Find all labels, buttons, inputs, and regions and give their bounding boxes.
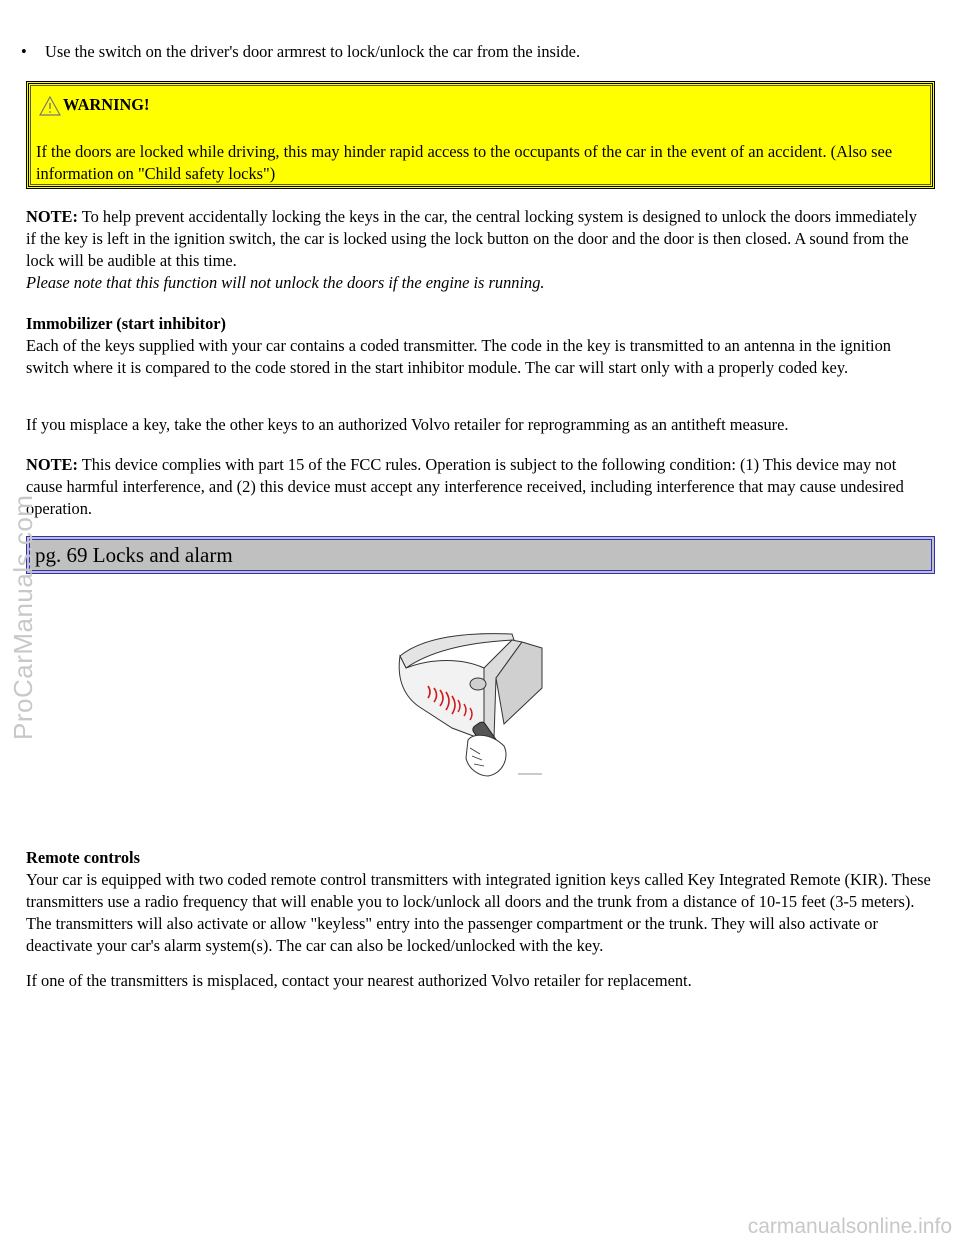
remote-controls-section [26,847,931,957]
warning-title: WARNING! [63,95,150,114]
warning-text: If the doors are locked while driving, this may hinder rapid access to the occupants of the car in the event of an accident. (Also see information on "Child safety locks") [36,142,893,183]
immobilizer-text: Each of the keys supplied with your car contains a coded transmitter. The code in the key is transmitted to an antenna in the ignition switch where it is compared to the code stored in the start inhibitor module. The car will start only with a properly coded key. [26,336,891,377]
immobilizer-heading: Immobilizer (start inhibitor) [26,314,227,333]
note-italic: Please note that this function will not unlock the doors if the engine is running. [26,273,545,292]
section-header-bar [26,536,935,574]
remote-key-car-illustration [392,628,560,780]
bottom-watermark: carmanualsonline.info [747,1215,952,1238]
warning-triangle-icon [39,96,61,116]
bullet-item [18,41,938,63]
note-label: NOTE: [26,455,78,474]
remote-misplaced-paragraph: If one of the transmitters is misplaced, contact your nearest authorized Volvo retailer for replacement. [26,971,692,990]
remote-text: Your car is equipped with two coded remote control transmitters with integrated ignition keys called Key Integrated Remote (KIR). These transmitters use a radio frequency that will enable you to lock/unlock all doors and the trunk from a distance of 10-15 feet (3-5 meters). The transmitters will also activate or allow "keyless" entry into the passenger compartment or the trunk. They will also activate or deactivate your car's alarm system(s). The car can also be locked/unlocked with the key. [26,870,931,955]
warning-box [26,81,935,189]
immobilizer-section [26,313,931,379]
bullet-text: Use the switch on the driver's door armrest to lock/unlock the car from the inside. [45,42,581,61]
side-watermark: ProCarManuals.com [8,494,38,740]
misplace-paragraph: If you misplace a key, take the other keys to an authorized Volvo retailer for reprogramming as an antitheft measure. [26,415,789,434]
section-title: pg. 69 Locks and alarm [35,543,233,567]
bullet-dot: • [21,42,27,61]
remote-heading: Remote controls [26,848,140,867]
note-central-locking [26,206,931,294]
note-fcc [26,454,931,520]
note-text: To help prevent accidentally locking the keys in the car, the central locking system is designed to unlock the doors immediately if the key is left in the ignition switch, the car is locked using the lock button on the door and the door is then closed. A sound from the lock will be audible at this time. [26,207,917,270]
note-label: NOTE: [26,207,78,226]
note-text: This device complies with part 15 of the FCC rules. Operation is subject to the following condition: (1) This device may not cause harmful interference, and (2) this device must accept any interference received, including interference that may cause undesired operation. [26,455,904,518]
warning-heading [39,94,150,116]
